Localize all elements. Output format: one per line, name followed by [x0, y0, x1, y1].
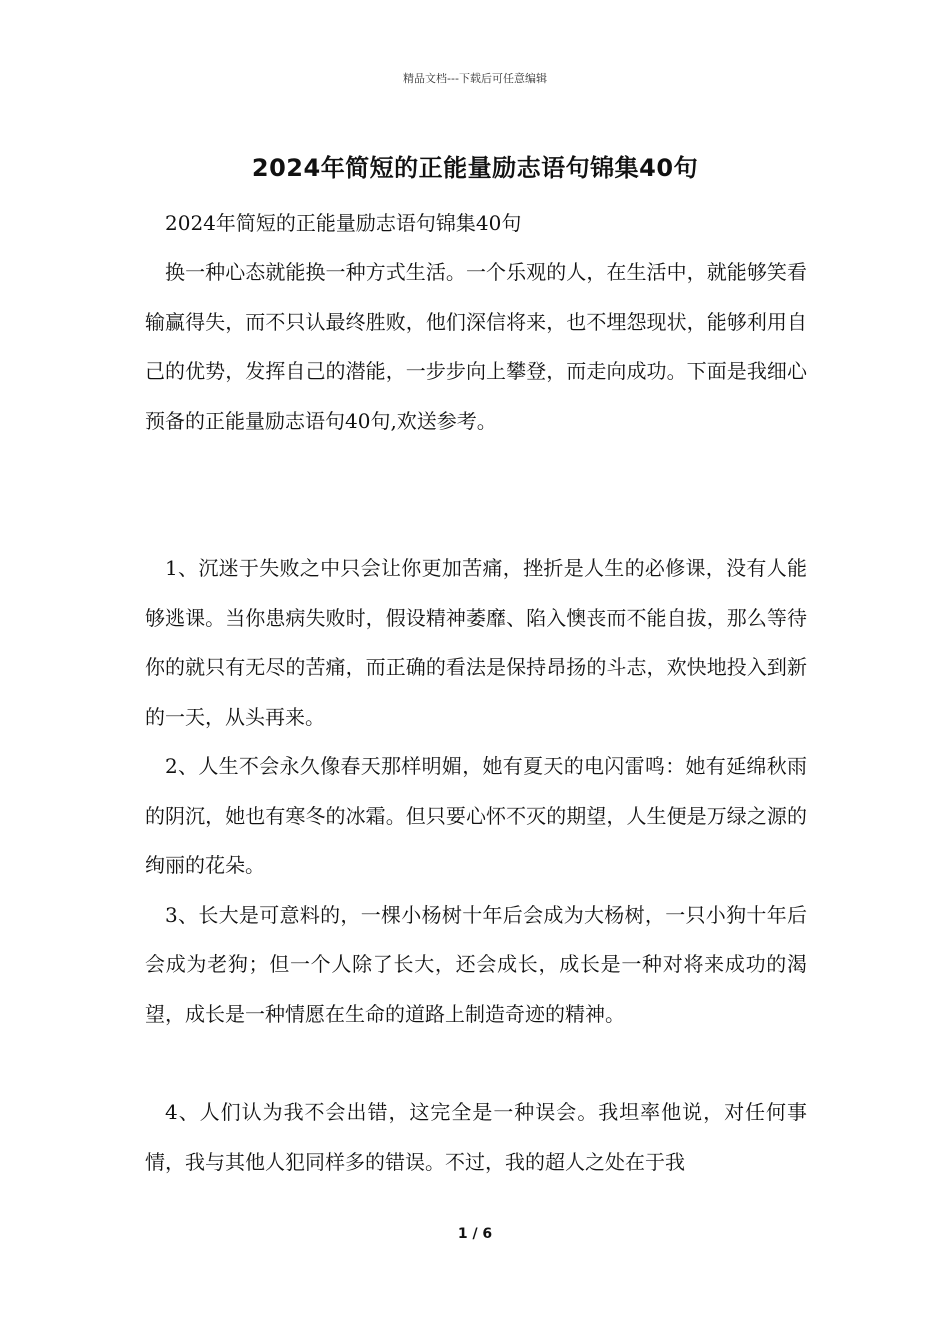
page-header: 精品文档---下载后可任意编辑 [403, 72, 547, 85]
document-subtitle: 2024年简短的正能量励志语句锦集40句 [165, 211, 522, 235]
document-body [145, 198, 807, 1187]
list-item: 2、人生不会永久像春天那样明媚，她有夏天的电闪雷鸣：她有延绵秋雨的阴沉，她也有寒冬的冰霜。但只要心怀不灭的期望，人生便是万绿之源的绚丽的花朵。 [145, 754, 807, 877]
list-item: 3、长大是可意料的，一棵小杨树十年后会成为大杨树，一只小狗十年后会成为老狗；但一个人除了长大，还会成长，成长是一种对将来成功的渴望，成长是一种情愿在生命的道路上制造奇迹的精神。 [145, 902, 807, 1026]
blank-space [145, 446, 807, 544]
list-item: 4、人们认为我不会出错，这完全是一种误会。我坦率他说，对任何事情，我与其他人犯同样多的错误。不过，我的超人之处在于我 [145, 1100, 807, 1174]
intro-paragraph: 换一种心态就能换一种方式生活。一个乐观的人，在生活中，就能够笑看输赢得失，而不只认最终胜败，他们深信将来，也不埋怨现状，能够利用自己的优势，发挥自己的潜能，一步步向上攀登，而走向成功。下面是我细心预备的正能量励志语句40句,欢送参考。 [145, 260, 807, 433]
page-number: 1 / 6 [457, 1226, 493, 1242]
list-item: 1、沉迷于失败之中只会让你更加苦痛，挫折是人生的必修课，没有人能够逃课。当你患病失败时，假设精神萎靡、陷入懊丧而不能自拔，那么等待你的就只有无尽的苦痛，而正确的看法是保持昂扬的斗志，欢快地投入到新的一天，从头再来。 [145, 556, 807, 729]
document-title: 2024年简短的正能量励志语句锦集40句 [251, 154, 699, 182]
blank-space [145, 1039, 807, 1088]
